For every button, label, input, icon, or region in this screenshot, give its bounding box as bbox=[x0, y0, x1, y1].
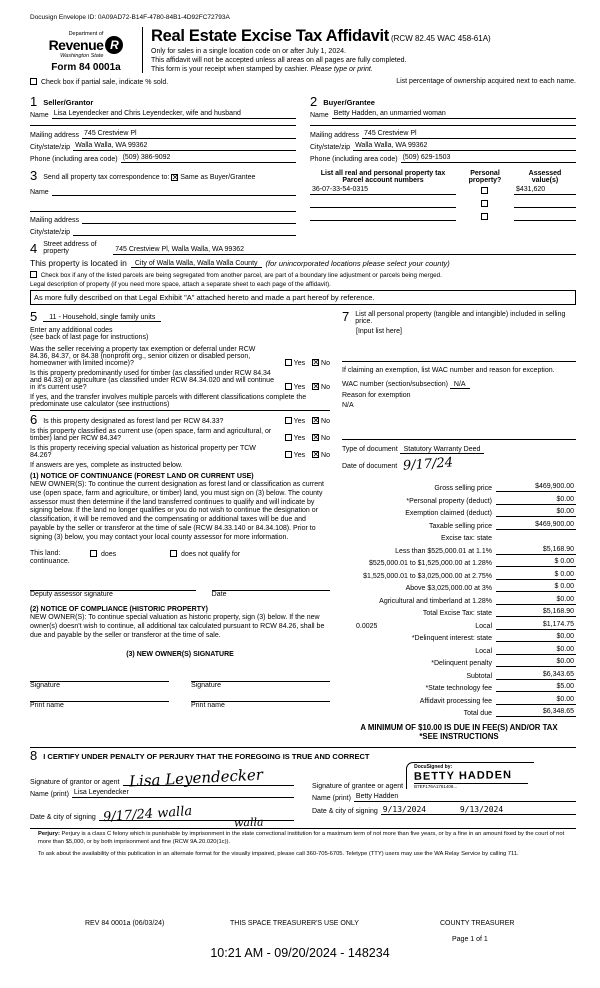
grantor-date-city-label: Date & city of signing bbox=[30, 814, 96, 821]
county-treasurer-label: COUNTY TREASURER bbox=[440, 920, 515, 927]
buyer-heading: Buyer/Grantee bbox=[323, 98, 375, 107]
section-7-number: 7 bbox=[342, 309, 350, 324]
gross-selling-price-value[interactable]: $469,900.00 bbox=[496, 483, 576, 492]
grantee-signature-label: Signature of grantee or agent bbox=[312, 783, 404, 790]
notice-continuance-body: NEW OWNER(S): To continue the current designation as forest land or classification as current use (open space, farm and agriculture, or timber) land, you must sign on (3) below. The county assessor must then determine if the land transferred continues to qualify and will indicate by signing below. If the land no longer qualifies or you do not wish to continue the designation or classification, it will be removed and the compensating or additional taxes will be due and payable by the seller or transferor at the time of sale (RCW 84.33.140 or 84.34.108). Prior to signing (3) below, you may contact your local county assessor for more information. bbox=[30, 481, 324, 541]
assessed-value-field[interactable]: $431,620 bbox=[514, 186, 576, 195]
tax-row-tier-1: Less than $525,000.01 at 1.1% $5,168.90 bbox=[395, 545, 574, 555]
notice-compliance-body: NEW OWNER(S): To continue special valuation as historic property, sign (3) below. If the new owner(s) doesn't wish to continue, all additional tax calculated pursuant to RCW 84.26, shall be due and payable by the seller or transferor at the time of sale. bbox=[30, 614, 325, 639]
total-due-value[interactable]: $6,348.65 bbox=[496, 708, 576, 717]
forest-land-question: Is this property designated as forest land per RCW 84.33? bbox=[43, 418, 224, 425]
seller-city-field[interactable]: Walla Walla, WA 99362 bbox=[73, 142, 296, 151]
if-yes-note: If answers are yes, complete as instructed below. bbox=[30, 462, 183, 469]
local-tax-value[interactable]: $1,174.75 bbox=[496, 621, 576, 630]
type-of-document-label: Type of document bbox=[342, 446, 398, 453]
title-block bbox=[142, 27, 576, 73]
tax-row-tier-2: $525,000.01 to $1,525,000.00 at 1.28% $ 0.00 bbox=[369, 558, 574, 567]
street-address-field[interactable]: 745 Crestview Pl, Walla Walla, WA 99362 bbox=[113, 246, 576, 255]
deputy-assessor-signature-line[interactable] bbox=[30, 579, 196, 591]
excise-tax-table bbox=[342, 483, 576, 717]
section-3-number: 3 bbox=[30, 168, 38, 183]
signature-label: Signature bbox=[30, 681, 60, 689]
new-owners-signature-title: (3) NEW OWNER(S) SIGNATURE bbox=[126, 650, 234, 658]
section-8-number: 8 bbox=[30, 748, 38, 763]
new-owner-signature-line-2[interactable] bbox=[191, 670, 330, 682]
land-qualify-row: This land: does does not qualify for bbox=[30, 550, 241, 559]
q5-2-yes-checkbox[interactable] bbox=[285, 383, 292, 390]
seller-mailing-label: Mailing address bbox=[30, 132, 80, 139]
correspondence-label: Send all property tax correspondence to: bbox=[43, 174, 170, 181]
seller-mailing-field[interactable]: 745 Crestview Pl bbox=[82, 130, 296, 139]
personal-property-checkbox[interactable] bbox=[481, 200, 488, 207]
street-address-section: 4 Street address of property 745 Crestview Pl, Walla Walla, WA 99362 This property is located in City of Walla Walla, Walla Walla County (for unincorporated locations please select your county) Check box if any of the listed parcels are being segregated from another parcel, are part of a boundary line adjustment or parcels being merged. Legal description of property (if you need more space, attach a separate sheet to each page of the affidavit). As more fully described on that Legal Exhibit "A" attached hereto and made a part hereof by reference. bbox=[30, 241, 576, 305]
additional-codes-note: (see back of last page for instructions) bbox=[30, 334, 149, 341]
segregated-label: Check box if any of the listed parcels are being segregated from another parcel, are part of a boundary line adjustment or parcels being merged. bbox=[40, 272, 442, 279]
section-2-number: 2 bbox=[310, 94, 318, 109]
tax-correspondence-section bbox=[30, 170, 296, 239]
exemption-note: If claiming an exemption, list WAC number and reason for exception. bbox=[342, 367, 555, 374]
tax-row-personal-deduct: *Personal property (deduct) $0.00 bbox=[406, 495, 574, 505]
tax-row-taxable-price: Taxable selling price $469,900.00 bbox=[428, 520, 574, 530]
q5-1-yes-checkbox[interactable] bbox=[285, 359, 292, 366]
certify-statement: I CERTIFY UNDER PENALTY OF PERJURY THAT THE FOREGOING IS TRUE AND CORRECT bbox=[43, 752, 370, 761]
additional-codes-label: Enter any additional codes bbox=[30, 327, 113, 334]
notice-continuance-title: (1) NOTICE OF CONTINUANCE (FOREST LAND OR CURRENT USE) bbox=[30, 473, 254, 480]
segregated-checkbox[interactable] bbox=[30, 271, 37, 278]
revenue-wordmark: Revenue bbox=[48, 37, 104, 53]
right-column bbox=[342, 311, 576, 741]
docusign-envelope-id: Docusign Envelope ID: 0A09AD72-B14F-4780-84B1-4D92FC72793A bbox=[30, 14, 230, 21]
q6-1-no-checkbox[interactable] bbox=[312, 417, 319, 424]
tax-row-delinquent-interest-local: Local $0.00 bbox=[475, 645, 574, 655]
partial-sale-label: Check box if partial sale, indicate % sold. bbox=[40, 79, 169, 86]
taxable-selling-price-value[interactable]: $469,900.00 bbox=[496, 521, 576, 530]
tax-row-total-state: Total Excise Tax: state $5,168.90 bbox=[422, 608, 574, 617]
new-owner-signature-line-1[interactable] bbox=[30, 670, 169, 682]
date-of-document-handwritten[interactable]: 9/17/24 bbox=[402, 455, 454, 474]
docusigned-by-label: DocuSigned by: bbox=[414, 764, 453, 770]
grantor-signature-field[interactable]: Lisa Leyendecker bbox=[123, 777, 294, 786]
subtitle-1: Only for sales in a single location code on or after July 1, 2024. bbox=[151, 48, 346, 55]
tty-accessibility-note: To ask about the availability of this publication in an alternate format for the visually impaired, please call 360-705-6705. Teletype (TTY) users may use the WA Relay Service by calling 711. bbox=[38, 851, 519, 858]
subtitle-2: This affidavit will not be accepted unless all areas on all pages are fully completed. bbox=[151, 57, 407, 64]
seller-city-label: City/state/zip bbox=[30, 144, 71, 151]
print-name-label: Print name bbox=[191, 701, 225, 709]
form-title: Real Estate Excise Tax Affidavit bbox=[151, 27, 390, 45]
buyer-grantee-section bbox=[310, 96, 576, 166]
partial-sale-row bbox=[30, 78, 576, 86]
land-use-code-field[interactable]: 11 - Household, single family units bbox=[43, 314, 161, 322]
grantor-date-city-field[interactable]: 9/17/24 walla walla bbox=[99, 812, 294, 821]
notice-compliance-title: (2) NOTICE OF COMPLIANCE (HISTORIC PROPERTY) bbox=[30, 606, 208, 614]
docusign-signature-box bbox=[406, 762, 534, 789]
located-in-field[interactable]: City of Walla Walla, Walla Walla County bbox=[131, 260, 262, 268]
q5-2-no-checkbox[interactable] bbox=[312, 383, 319, 390]
certification-section bbox=[30, 748, 576, 830]
grantor-signature-block bbox=[30, 764, 294, 830]
grantor-print-name-label: Name (print) bbox=[30, 791, 69, 798]
form-header bbox=[30, 27, 576, 73]
section-5-number: 5 bbox=[30, 309, 38, 324]
tax-row-processing-fee: Affidavit processing fee $0.00 bbox=[419, 695, 574, 705]
dor-logo-icon: R bbox=[105, 36, 123, 54]
q6-3-no-checkbox[interactable] bbox=[312, 451, 319, 458]
correspondence-mailing-field[interactable] bbox=[82, 215, 296, 224]
wac-number-field[interactable]: N/A bbox=[450, 381, 470, 389]
tax-row-agricultural: Agricultural and timberland at 1.28% $0.00 bbox=[379, 595, 574, 605]
deputy-date-label: Date bbox=[211, 591, 227, 599]
grantee-signature-handwritten: BETTY HADDEN bbox=[413, 769, 513, 783]
docusign-id: B7EF176A1761408... bbox=[414, 783, 528, 789]
tax-row-technology-fee: *State technology fee $5.00 bbox=[425, 683, 574, 692]
parcel-table bbox=[310, 170, 576, 239]
signature-label: Signature bbox=[191, 681, 221, 689]
legal-description-box[interactable]: As more fully described on that Legal Exhibit "A" attached hereto and made a part hereof by reference. bbox=[30, 290, 576, 305]
continuance-label: continuance. bbox=[30, 558, 70, 566]
q6-1-yes-checkbox[interactable] bbox=[285, 417, 292, 424]
total-excise-state-value[interactable]: $5,168.90 bbox=[496, 608, 576, 617]
buyer-name-label: Name bbox=[310, 112, 329, 119]
buyer-mailing-field[interactable]: 745 Crestview Pl bbox=[362, 130, 576, 139]
section-6-number: 6 bbox=[30, 412, 38, 427]
tax-row-delinquent-interest-state: *Delinquent interest: state $0.00 bbox=[411, 633, 574, 642]
section-4-number: 4 bbox=[30, 240, 38, 256]
legal-description-label: Legal description of property (if you need more space, attach a separate sheet to each page of the affidavit). bbox=[30, 281, 331, 288]
grantee-print-name-label: Name (print) bbox=[312, 795, 351, 802]
perjury-statement: Perjury: Perjury is a class C felony which is punishable by imprisonment in the state correctional institution for a maximum term of not more than five years, or by a fine in an amount fixed by the court of not more than $5,000, or by both imprisonment and fine (RCW 9A.20.020(1c)). bbox=[38, 831, 565, 845]
correspondence-mailing-label: Mailing address bbox=[30, 217, 80, 224]
treasurer-stamp: 10:21 AM - 09/20/2024 - 148234 bbox=[210, 946, 390, 960]
this-land-label: This land: bbox=[30, 550, 61, 558]
seller-phone-field[interactable]: (509) 386-9092 bbox=[121, 154, 296, 163]
q6-2-yes-checkbox[interactable] bbox=[285, 434, 292, 441]
grantor-print-name-field[interactable]: Lisa Leyendecker bbox=[72, 789, 294, 798]
date-of-document-label: Date of document bbox=[342, 463, 398, 470]
grantee-print-name-field[interactable]: Betty Hadden bbox=[354, 793, 576, 802]
form-number: Form 84 0001a bbox=[51, 62, 121, 73]
parcel-row bbox=[310, 199, 576, 208]
tax-row-delinquent-penalty: *Delinquent penalty $0.00 bbox=[431, 658, 574, 667]
timber-agriculture-question: Is this property predominantly used for timber (as classified under RCW 84.34 and 84.33) or agriculture (as classified under RCW 84.34.020 and will continue in it's current use? bbox=[30, 370, 274, 391]
exemption-deferral-question: Was the seller receiving a property tax exemption or deferral under RCW 84.36, 84.37, or 84.38 (nonprofit org., senior citizen or disabled person, homeowner with limited income)? bbox=[30, 346, 256, 367]
deputy-assessor-label: Deputy assessor signature bbox=[30, 591, 113, 599]
personal-property-intro: List all personal property (tangible and intangible) included in selling price. bbox=[355, 311, 566, 325]
predominate-use-note: If yes, and the transfer involves multiple parcels with different classifications complete the predominate use calculator (see instructions) bbox=[30, 394, 330, 411]
wac-number-label: WAC number (section/subsection) bbox=[342, 381, 448, 388]
personal-property-checkbox[interactable] bbox=[481, 213, 488, 220]
tax-row-gross: Gross selling price $469,900.00 bbox=[434, 483, 574, 492]
reason-for-exemption-label: Reason for exemption bbox=[342, 392, 411, 399]
grantor-signature-label: Signature of grantor or agent bbox=[30, 779, 120, 786]
located-in-label: This property is located in bbox=[30, 258, 127, 268]
input-list-placeholder[interactable]: [Input list here] bbox=[356, 328, 402, 335]
buyer-name-field[interactable]: Betty Hadden, an unmarried woman bbox=[332, 110, 576, 119]
buyer-mailing-label: Mailing address bbox=[310, 132, 360, 139]
buyer-phone-field[interactable]: (509) 629-1503 bbox=[401, 154, 576, 163]
q6-2-no-checkbox[interactable] bbox=[312, 434, 319, 441]
rev-form-number: REV 84 0001a (06/03/24) bbox=[85, 920, 165, 927]
parcel-number-field[interactable]: 36-07-33-54-0315 bbox=[310, 186, 456, 195]
seller-phone-label: Phone (including area code) bbox=[30, 156, 118, 163]
seller-grantor-section bbox=[30, 96, 296, 166]
subtitle-3: This form is your receipt when stamped by cashier. Please type or print. bbox=[151, 66, 373, 73]
section-1-number: 1 bbox=[30, 94, 38, 109]
print-name-label: Print name bbox=[30, 701, 64, 709]
tax-row-tier-4: Above $3,025,000.00 at 3% $ 0.00 bbox=[405, 583, 574, 592]
tax-row-total-due: Total due $6,348.65 bbox=[463, 708, 574, 717]
buyer-city-field[interactable]: Walla Walla, WA 99362 bbox=[353, 142, 576, 151]
seller-heading: Seller/Grantor bbox=[43, 98, 94, 107]
current-use-question: Is this property classified as current use (open space, farm and agricultural, or timber) land per RCW 84.34? bbox=[30, 428, 272, 442]
unincorporated-note: (for unincorporated locations please select your county) bbox=[265, 259, 450, 268]
correspondence-city-field[interactable] bbox=[73, 227, 296, 236]
new-owner-print-line-2[interactable] bbox=[191, 693, 330, 702]
reason-for-exemption-field[interactable]: N/A bbox=[342, 402, 354, 409]
parcel-row bbox=[310, 186, 576, 195]
tax-row-subtotal: Subtotal $6,343.65 bbox=[466, 670, 574, 680]
subtotal-value[interactable]: $6,343.65 bbox=[496, 671, 576, 680]
buyer-city-label: City/state/zip bbox=[310, 144, 351, 151]
buyer-phone-label: Phone (including area code) bbox=[310, 156, 398, 163]
personal-property-checkbox[interactable] bbox=[481, 187, 488, 194]
land-does-not-checkbox[interactable] bbox=[170, 550, 177, 557]
treasurer-use-label: THIS SPACE TREASURER'S USE ONLY bbox=[230, 920, 359, 927]
grantee-signature-field[interactable] bbox=[406, 762, 576, 790]
partial-sale-checkbox[interactable] bbox=[30, 78, 37, 85]
tax-row-excise-state-header: Excise tax: state bbox=[441, 535, 492, 542]
tax-row-exemption-deduct: Exemption claimed (deduct) $0.00 bbox=[405, 508, 574, 517]
seller-name-label: Name bbox=[30, 112, 49, 119]
correspondence-city-label: City/state/zip bbox=[30, 229, 71, 236]
same-as-buyer-checkbox[interactable] bbox=[171, 174, 178, 181]
ownership-percentage-note: List percentage of ownership acquired next to each name. bbox=[396, 78, 576, 85]
tax-row-local: 0.0025 Local $1,174.75 bbox=[356, 620, 574, 630]
grantee-signature-block bbox=[312, 764, 576, 824]
parcel-number-field[interactable] bbox=[310, 199, 456, 208]
new-owner-print-line-1[interactable] bbox=[30, 693, 169, 702]
dor-logo-block bbox=[30, 27, 142, 73]
tax-row-tier-3: $1,525,000.01 to $3,025,000.00 at 2.75% $ 0.00 bbox=[363, 570, 574, 580]
left-column: 5 11 - Household, single family units Enter any additional codes (see back of last page for instructions) Was the seller receiving a property tax exemption or deferral under RCW 84.36, 84.37, or 84.38 (nonprofit org., senior citizen or disabled person, homeowner with limited income)? Yes ✕ No Is this property predominantly used for timber (as classified under RCW 84.34 and 84.33) or agriculture (as classified under RCW 84.34.020 and will continue in it's current use? Yes ✕ No If yes, and the transfer involves multiple parcels with different classifications complete the predominate use calculator (see instructions) 6 Is this property designated as forest land per RCW 84.33? Yes ✕ No Is this property classified as current use (open space, farm and agricultural, or timber) land per RCW 84.34? Yes ✕ No Is this property receiving special valuation as historical property per TCW 84.26? Yes ✕ No If answers are yes, complete as instructed below. (1) NOTICE OF CONTINUANCE (FOREST LAND OR CURRENT USE) NEW OWNER(S): To continue the current designation as forest land or classification as current use (open space, farm and agriculture, or timber) land, you must sign on (3) below. The county assessor must then determine if the land transferred continues to qualify and will indicate by signing below. If the land no longer qualifies or you do not wish to continue the designation or classification, it will be removed and the compensating or additional taxes will be due and payable by the seller or transferor at the time of sale (RCW 84.33.140 or 84.34.108). Prior to signing (3) below, you may contact your local county assessor for more information. This land: does does not qualify for continuance. Deputy assessor signature Date (2) NOTICE OF COMPLIANCE (HISTORIC PROPERTY) NEW OWNER(S): To continue special valuation as historic property, sign (3) below. If the new owner(s) doesn't wish to continue, all additional tax calculated pursuant to RCW 84.26, shall be due and payable by the seller or transferor at the time of sale. (3) NEW OWNER(S) SIGNATURE Signature Signature Print name Print name bbox=[30, 311, 330, 741]
minimum-due-note: A MINIMUM OF $10.00 IS DUE IN FEE(S) AND/OR TAX *SEE INSTRUCTIONS bbox=[360, 723, 558, 741]
page-indicator: Page 1 of 1 bbox=[452, 936, 488, 943]
grantee-date-city-label: Date & city of signing bbox=[312, 808, 378, 815]
correspondence-blank-field[interactable] bbox=[30, 203, 296, 212]
assessed-value-field[interactable] bbox=[514, 212, 576, 221]
rcw-reference: (RCW 82.45 WAC 458-61A) bbox=[390, 34, 491, 43]
personal-property-col-header: Personal property? bbox=[468, 170, 502, 184]
parcel-number-field[interactable] bbox=[310, 212, 456, 221]
dept-of-label: Department of bbox=[68, 31, 104, 37]
assessed-value-field[interactable] bbox=[514, 199, 576, 208]
parcel-col-header: List all real and personal property tax Parcel account numbers bbox=[320, 170, 446, 184]
q6-3-yes-checkbox[interactable] bbox=[285, 451, 292, 458]
parcel-row bbox=[310, 212, 576, 221]
q5-1-no-checkbox[interactable] bbox=[312, 359, 319, 366]
type-or-print-note: Please type or print. bbox=[310, 66, 373, 73]
same-as-buyer-label: Same as Buyer/Grantee bbox=[180, 174, 256, 181]
correspondence-name-field[interactable] bbox=[52, 187, 296, 196]
seller-name-field[interactable]: Lisa Leyendecker and Chris Leyendecker, wife and husband bbox=[52, 110, 296, 119]
type-of-document-field[interactable]: Statutory Warranty Deed bbox=[400, 446, 485, 454]
assessed-value-col-header: Assessed value(s) bbox=[528, 170, 562, 184]
grantee-date-city-field[interactable]: 9/13/2024 9/13/2024 bbox=[381, 805, 576, 815]
historical-property-question: Is this property receiving special valuation as historical property per TCW 84.26? bbox=[30, 445, 256, 459]
washington-state-label: Washington State bbox=[60, 53, 104, 59]
land-does-checkbox[interactable] bbox=[90, 550, 97, 557]
correspondence-name-label: Name bbox=[30, 189, 49, 196]
deputy-date-line[interactable] bbox=[212, 579, 330, 591]
